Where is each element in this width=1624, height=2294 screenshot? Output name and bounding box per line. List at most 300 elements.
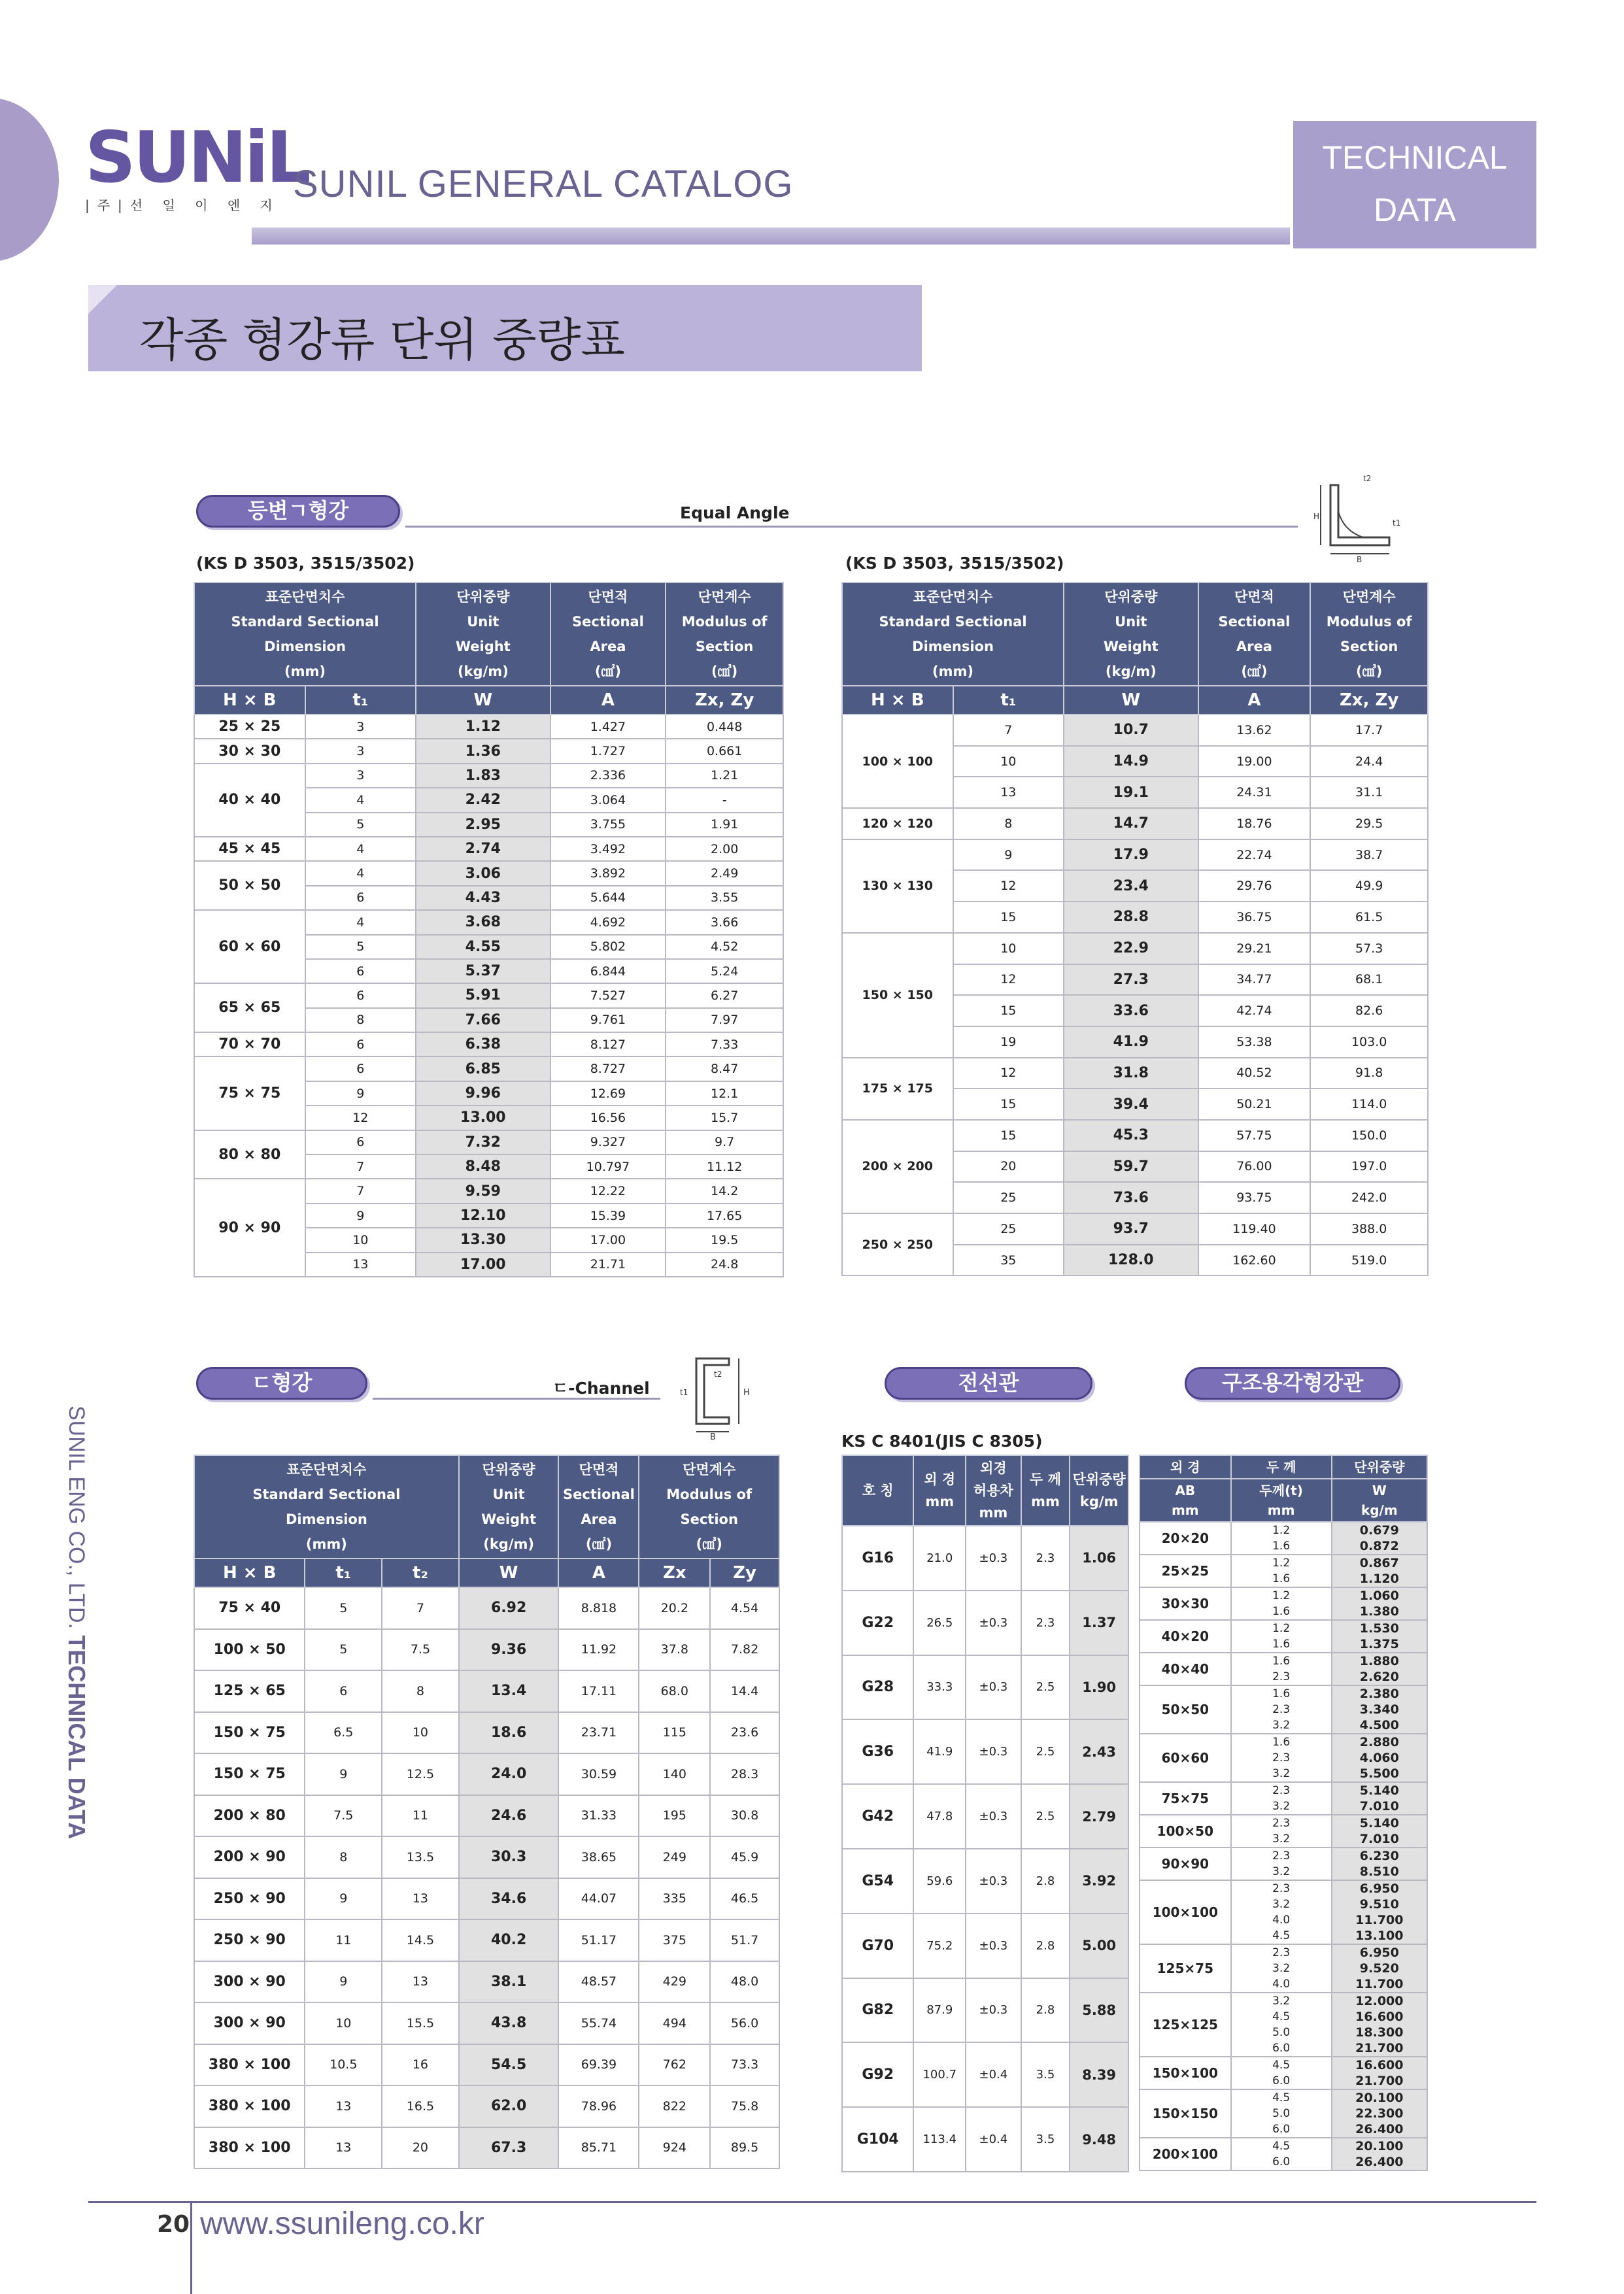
- table-row: [1140, 1522, 1427, 1555]
- size-cell: 120 × 120: [842, 808, 953, 839]
- table-cell: ±0.3: [966, 1849, 1021, 1914]
- weight-value: 6.230: [1359, 1849, 1399, 1863]
- code-cell: G22: [842, 1591, 913, 1655]
- column-header: 단위중량 kg/m: [1070, 1455, 1128, 1526]
- area-cell: 8.127: [550, 1032, 666, 1056]
- thickness-value: 1.6: [1272, 1638, 1291, 1651]
- header-weight: 단위중량 Unit Weight (kg/m): [1064, 582, 1198, 686]
- thickness-cell: [1231, 1815, 1332, 1847]
- thickness-value: 3.2: [1272, 1962, 1291, 1975]
- size-cell: 150 × 75: [194, 1753, 305, 1795]
- modulus-cell: 29.5: [1310, 808, 1428, 839]
- area-cell: 5.802: [550, 935, 666, 959]
- table-cell: 51.7: [710, 1919, 779, 1961]
- weight-value: 8.510: [1359, 1864, 1399, 1879]
- thickness-cell: 12: [305, 1105, 416, 1130]
- angle-diagram-icon: [1311, 472, 1429, 564]
- area-cell: 34.77: [1198, 964, 1311, 996]
- table-cell: 44.07: [558, 1878, 639, 1920]
- thickness-cell: [1231, 1782, 1332, 1815]
- weight-cell: 1.06: [1070, 1526, 1128, 1591]
- thickness-value: 2.3: [1272, 1670, 1291, 1683]
- table-row: [842, 1719, 1128, 1784]
- weight-cell: 6.92: [459, 1587, 559, 1629]
- thickness-value: 2.3: [1272, 1703, 1291, 1716]
- table-cell: 41.9: [913, 1719, 966, 1784]
- svg-text:t1: t1: [680, 1388, 688, 1397]
- table-row: [842, 1526, 1128, 1591]
- size-cell: 250 × 250: [842, 1213, 953, 1275]
- symbol-header: H × B: [194, 1559, 305, 1587]
- size-cell: 50×50: [1140, 1685, 1231, 1734]
- thickness-cell: 7: [305, 1179, 416, 1203]
- symbol-header: H × B: [842, 686, 953, 715]
- table-row: [1140, 1815, 1427, 1847]
- table-cell: 38.65: [558, 1836, 639, 1878]
- table-cell: 28.3: [710, 1753, 779, 1795]
- column-header: 호 칭: [842, 1455, 913, 1526]
- table-cell: 23.6: [710, 1712, 779, 1754]
- weight-value: 2.880: [1359, 1735, 1399, 1749]
- table-row: [194, 2044, 779, 2086]
- thickness-cell: 5: [305, 813, 416, 837]
- area-cell: 6.844: [550, 959, 666, 983]
- weight-cell: [1332, 1944, 1427, 1993]
- thickness-cell: [1231, 1847, 1332, 1880]
- code-cell: G16: [842, 1526, 913, 1591]
- table-cell: 78.96: [558, 2085, 639, 2127]
- thickness-value: 3.2: [1272, 1767, 1291, 1780]
- size-cell: 40×40: [1140, 1653, 1231, 1685]
- table-cell: 6.5: [305, 1712, 382, 1754]
- weight-cell: 1.36: [416, 739, 550, 763]
- table-cell: 5: [305, 1587, 382, 1629]
- modulus-cell: 103.0: [1310, 1026, 1428, 1058]
- area-cell: 13.62: [1198, 715, 1311, 746]
- weight-value: 1.060: [1359, 1589, 1399, 1603]
- size-cell: 150 × 150: [842, 933, 953, 1058]
- channel-divider: [373, 1398, 660, 1400]
- weight-cell: 2.79: [1070, 1784, 1128, 1849]
- weight-value: 20.100: [1355, 2091, 1404, 2105]
- table-cell: 16.5: [382, 2085, 459, 2127]
- table-cell: 7.5: [305, 1795, 382, 1837]
- table-row: [194, 837, 783, 861]
- modulus-cell: 38.7: [1310, 839, 1428, 871]
- weight-value: 2.380: [1359, 1687, 1399, 1701]
- weight-cell: 93.7: [1064, 1213, 1198, 1245]
- modulus-cell: 57.3: [1310, 933, 1428, 964]
- table-row: [194, 1056, 783, 1081]
- weight-cell: 2.74: [416, 837, 550, 861]
- weight-value: 16.600: [1355, 2010, 1404, 2024]
- table-row: [194, 1836, 779, 1878]
- area-cell: 42.74: [1198, 995, 1311, 1026]
- table-cell: 762: [639, 2044, 710, 2086]
- table-row: [842, 2107, 1128, 2172]
- table-row: [1140, 1993, 1427, 2057]
- weight-value: 21.700: [1355, 2074, 1404, 2088]
- area-cell: 3.064: [550, 788, 666, 812]
- thickness-value: 3.2: [1272, 1898, 1291, 1911]
- table-row: [842, 1591, 1128, 1655]
- area-cell: 36.75: [1198, 902, 1311, 933]
- weight-value: 7.010: [1359, 1799, 1399, 1813]
- size-cell: 125×125: [1140, 1993, 1231, 2057]
- equal-angle-std-left: (KS D 3503, 3515/3502): [196, 554, 415, 573]
- logo-subtext: |주|선 일 이 엔 지: [85, 197, 280, 213]
- area-cell: 21.71: [550, 1253, 666, 1277]
- modulus-cell: 24.4: [1310, 746, 1428, 777]
- weight-cell: 128.0: [1064, 1245, 1198, 1276]
- column-header: 외 경 mm: [913, 1455, 966, 1526]
- weight-cell: 7.66: [416, 1008, 550, 1032]
- table-cell: ±0.3: [966, 1978, 1021, 2043]
- thickness-cell: 15: [953, 1120, 1064, 1151]
- area-cell: 93.75: [1198, 1182, 1311, 1213]
- thickness-cell: 20: [953, 1151, 1064, 1183]
- table-cell: 375: [639, 1919, 710, 1961]
- area-cell: 12.69: [550, 1081, 666, 1105]
- thickness-cell: 8: [953, 808, 1064, 839]
- table-row: [194, 2002, 779, 2044]
- footer-divider: [190, 2201, 192, 2294]
- weight-cell: 59.7: [1064, 1151, 1198, 1183]
- modulus-cell: 1.91: [666, 813, 783, 837]
- size-cell: 175 × 175: [842, 1058, 953, 1120]
- thickness-cell: 10: [953, 933, 1064, 964]
- thickness-cell: 3: [305, 764, 416, 788]
- weight-value: 5.140: [1359, 1783, 1399, 1798]
- table-row: [194, 1032, 783, 1056]
- table-cell: 2.8: [1021, 1978, 1070, 2043]
- column-header: 두 께 mm: [1021, 1455, 1070, 1526]
- weight-cell: 12.10: [416, 1204, 550, 1228]
- side-label: [63, 1406, 90, 1839]
- table-cell: 2.5: [1021, 1719, 1070, 1784]
- table-row: [194, 715, 783, 739]
- table-row: [1140, 1944, 1427, 1993]
- code-cell: G82: [842, 1978, 913, 2043]
- modulus-cell: 519.0: [1310, 1245, 1428, 1276]
- table-row: [1140, 1685, 1427, 1734]
- size-cell: 60 × 60: [194, 910, 305, 983]
- thickness-value: 4.5: [1272, 2010, 1291, 2023]
- table-cell: 9: [305, 1878, 382, 1920]
- weight-cell: [1332, 1685, 1427, 1734]
- table-cell: 20: [382, 2127, 459, 2169]
- table-cell: 13: [305, 2127, 382, 2169]
- table-cell: 195: [639, 1795, 710, 1837]
- table-cell: 59.6: [913, 1849, 966, 1914]
- table-cell: 11.92: [558, 1629, 639, 1671]
- thickness-cell: 6: [305, 1056, 416, 1081]
- svg-text:B: B: [1357, 555, 1362, 564]
- table-row: [1140, 1620, 1427, 1653]
- table-cell: 51.17: [558, 1919, 639, 1961]
- thickness-cell: 12: [953, 870, 1064, 902]
- size-cell: 150 × 75: [194, 1712, 305, 1754]
- code-cell: G42: [842, 1784, 913, 1849]
- thickness-cell: 15: [953, 902, 1064, 933]
- thickness-value: 6.0: [1272, 2042, 1291, 2055]
- size-cell: 100 × 50: [194, 1629, 305, 1671]
- table-row: [842, 1120, 1428, 1151]
- area-cell: 16.56: [550, 1105, 666, 1130]
- table-row: [842, 1849, 1128, 1914]
- thickness-cell: [1231, 1555, 1332, 1587]
- area-cell: 57.75: [1198, 1120, 1311, 1151]
- weight-cell: 40.2: [459, 1919, 559, 1961]
- thickness-cell: 8: [305, 1008, 416, 1032]
- weight-cell: 27.3: [1064, 964, 1198, 996]
- weight-cell: [1332, 2089, 1427, 2138]
- thickness-value: 3.2: [1272, 1719, 1291, 1732]
- weight-value: 13.100: [1355, 1929, 1404, 1943]
- thickness-value: 4.0: [1272, 1914, 1291, 1927]
- table-cell: 5: [305, 1629, 382, 1671]
- area-cell: 162.60: [1198, 1245, 1311, 1276]
- size-cell: 100 × 100: [842, 715, 953, 808]
- area-cell: 10.797: [550, 1155, 666, 1179]
- column-header: AB mm: [1140, 1479, 1231, 1522]
- area-cell: 1.727: [550, 739, 666, 763]
- weight-cell: [1332, 1782, 1427, 1815]
- thickness-cell: 25: [953, 1213, 1064, 1245]
- weight-cell: 14.7: [1064, 808, 1198, 839]
- thickness-value: 2.3: [1272, 1751, 1291, 1764]
- table-cell: 13: [382, 1961, 459, 2003]
- weight-cell: 19.1: [1064, 777, 1198, 808]
- size-cell: 100×50: [1140, 1815, 1231, 1847]
- area-cell: 5.644: [550, 886, 666, 910]
- table-cell: 924: [639, 2127, 710, 2169]
- size-cell: 100×100: [1140, 1880, 1231, 1944]
- weight-cell: [1332, 1815, 1427, 1847]
- modulus-cell: -: [666, 788, 783, 812]
- symbol-header: W: [1064, 686, 1198, 715]
- symbol-header: W: [416, 686, 550, 715]
- modulus-cell: 12.1: [666, 1081, 783, 1105]
- area-cell: 3.892: [550, 861, 666, 885]
- modulus-cell: 114.0: [1310, 1088, 1428, 1120]
- area-cell: 9.327: [550, 1130, 666, 1155]
- table-cell: 113.4: [913, 2107, 966, 2172]
- table-cell: 11: [382, 1795, 459, 1837]
- table-cell: 3.5: [1021, 2107, 1070, 2172]
- table-row: [842, 2042, 1128, 2107]
- weight-cell: 2.95: [416, 813, 550, 837]
- size-cell: 45 × 45: [194, 837, 305, 861]
- weight-value: 4.060: [1359, 1751, 1399, 1765]
- thickness-value: 4.0: [1272, 1978, 1291, 1991]
- table-cell: 75.2: [913, 1914, 966, 1978]
- thickness-cell: 7: [305, 1155, 416, 1179]
- table-cell: 100.7: [913, 2042, 966, 2107]
- thickness-cell: 15: [953, 995, 1064, 1026]
- table-cell: 13.5: [382, 1836, 459, 1878]
- thickness-value: 1.6: [1272, 1540, 1291, 1553]
- header-dimension: 표준단면치수 Standard Sectional Dimension (mm): [194, 1455, 459, 1559]
- weight-cell: 2.42: [416, 788, 550, 812]
- thickness-cell: 6: [305, 1130, 416, 1155]
- page-title-band: [88, 285, 922, 371]
- table-row: [842, 1655, 1128, 1720]
- weight-cell: 54.5: [459, 2044, 559, 2086]
- modulus-cell: 19.5: [666, 1228, 783, 1252]
- weight-value: 20.100: [1355, 2139, 1404, 2153]
- column-header: W kg/m: [1332, 1479, 1427, 1522]
- modulus-cell: 242.0: [1310, 1182, 1428, 1213]
- table-row: [194, 1629, 779, 1671]
- header-modulus: 단면계수 Modulus of Section (㎤): [639, 1455, 779, 1559]
- thickness-cell: 4: [305, 837, 416, 861]
- column-header: 두께(t) mm: [1231, 1479, 1332, 1522]
- table-cell: 85.71: [558, 2127, 639, 2169]
- weight-cell: 24.0: [459, 1753, 559, 1795]
- weight-cell: 14.9: [1064, 746, 1198, 777]
- size-cell: 380 × 100: [194, 2085, 305, 2127]
- weight-cell: 5.37: [416, 959, 550, 983]
- weight-value: 9.520: [1359, 1961, 1399, 1976]
- table-row: [194, 1179, 783, 1203]
- table-cell: 21.0: [913, 1526, 966, 1591]
- table-cell: 15.5: [382, 2002, 459, 2044]
- table-cell: 87.9: [913, 1978, 966, 2043]
- thickness-cell: 25: [953, 1182, 1064, 1213]
- table-row: [842, 1784, 1128, 1849]
- technical-data-box: [1293, 121, 1536, 248]
- table-cell: 2.3: [1021, 1526, 1070, 1591]
- thickness-value: 3.2: [1272, 1832, 1291, 1846]
- size-cell: 20×20: [1140, 1522, 1231, 1555]
- header-dimension: 표준단면치수 Standard Sectional Dimension (mm): [842, 582, 1064, 686]
- weight-cell: [1332, 1653, 1427, 1685]
- thickness-value: 3.2: [1272, 1995, 1291, 2008]
- weight-value: 11.700: [1355, 1913, 1404, 1927]
- header-weight: 단위중량 Unit Weight (kg/m): [459, 1455, 559, 1559]
- symbol-header: A: [1198, 686, 1311, 715]
- size-cell: 125×75: [1140, 1944, 1231, 1993]
- table-cell: 7: [382, 1587, 459, 1629]
- thickness-value: 1.6: [1272, 1736, 1291, 1749]
- footer-line: [88, 2201, 1536, 2203]
- weight-cell: 13.30: [416, 1228, 550, 1252]
- weight-cell: 33.6: [1064, 995, 1198, 1026]
- area-cell: 3.492: [550, 837, 666, 861]
- thickness-value: 1.6: [1272, 1687, 1291, 1700]
- modulus-cell: 388.0: [1310, 1213, 1428, 1245]
- weight-cell: 41.9: [1064, 1026, 1198, 1058]
- thickness-value: 1.6: [1272, 1572, 1291, 1585]
- thickness-value: 2.3: [1272, 1784, 1291, 1797]
- table-cell: 68.0: [639, 1670, 710, 1712]
- weight-cell: 5.91: [416, 983, 550, 1007]
- weight-cell: [1332, 1620, 1427, 1653]
- thickness-cell: 9: [305, 1204, 416, 1228]
- table-row: [194, 1795, 779, 1837]
- table-cell: 4.54: [710, 1587, 779, 1629]
- svg-text:t2: t2: [714, 1370, 722, 1379]
- table-cell: 46.5: [710, 1878, 779, 1920]
- thickness-cell: 13: [305, 1253, 416, 1277]
- size-cell: 75 × 75: [194, 1056, 305, 1130]
- weight-value: 18.300: [1355, 2025, 1404, 2040]
- table-cell: 9: [305, 1961, 382, 2003]
- weight-cell: 1.90: [1070, 1655, 1128, 1720]
- table-cell: 69.39: [558, 2044, 639, 2086]
- size-cell: 25×25: [1140, 1555, 1231, 1587]
- table-cell: 3.5: [1021, 2042, 1070, 2107]
- area-cell: 8.727: [550, 1056, 666, 1081]
- weight-cell: [1332, 1847, 1427, 1880]
- weight-cell: 1.12: [416, 715, 550, 739]
- modulus-cell: 68.1: [1310, 964, 1428, 996]
- weight-value: 4.500: [1359, 1718, 1399, 1732]
- weight-value: 1.120: [1359, 1572, 1399, 1586]
- modulus-cell: 17.7: [1310, 715, 1428, 746]
- size-cell: 200×100: [1140, 2138, 1231, 2170]
- modulus-cell: 8.47: [666, 1056, 783, 1081]
- thickness-value: 1.2: [1272, 1524, 1291, 1537]
- weight-value: 0.872: [1359, 1539, 1399, 1553]
- table-row: [1140, 1734, 1427, 1782]
- weight-value: 21.700: [1355, 2041, 1404, 2055]
- thickness-value: 2.3: [1272, 1882, 1291, 1895]
- modulus-cell: 49.9: [1310, 870, 1428, 902]
- table-row: [842, 1058, 1428, 1089]
- weight-value: 22.300: [1355, 2106, 1404, 2121]
- header-area: 단면적 Sectional Area (㎠): [558, 1455, 639, 1559]
- modulus-cell: 6.27: [666, 983, 783, 1007]
- table-row: [842, 839, 1428, 871]
- area-cell: 119.40: [1198, 1213, 1311, 1245]
- header-modulus: 단면계수 Modulus of Section (㎤): [1310, 582, 1428, 686]
- header-weight: 단위중량 Unit Weight (kg/m): [416, 582, 550, 686]
- size-cell: 80 × 80: [194, 1130, 305, 1179]
- table-row: [194, 1753, 779, 1795]
- thickness-cell: 6: [305, 886, 416, 910]
- weight-value: 7.010: [1359, 1832, 1399, 1846]
- symbol-header: A: [558, 1559, 639, 1587]
- weight-cell: 67.3: [459, 2127, 559, 2169]
- area-cell: 2.336: [550, 764, 666, 788]
- weight-cell: [1332, 2138, 1427, 2170]
- table-cell: 10: [305, 2002, 382, 2044]
- symbol-header: H × B: [194, 686, 305, 715]
- modulus-cell: 61.5: [1310, 902, 1428, 933]
- conduit-std: KS C 8401(JIS C 8305): [841, 1432, 1043, 1451]
- weight-cell: 5.00: [1070, 1914, 1128, 1978]
- weight-value: 1.380: [1359, 1604, 1399, 1619]
- weight-cell: [1332, 2057, 1427, 2089]
- area-cell: 3.755: [550, 813, 666, 837]
- table-cell: ±0.3: [966, 1784, 1021, 1849]
- weight-cell: 24.6: [459, 1795, 559, 1837]
- thickness-cell: [1231, 1734, 1332, 1782]
- table-row: [1140, 1847, 1427, 1880]
- table-cell: 13: [382, 1878, 459, 1920]
- thickness-cell: 7: [953, 715, 1064, 746]
- modulus-cell: 31.1: [1310, 777, 1428, 808]
- weight-cell: 3.92: [1070, 1849, 1128, 1914]
- code-cell: G54: [842, 1849, 913, 1914]
- weight-cell: 3.06: [416, 861, 550, 885]
- thickness-cell: 3: [305, 739, 416, 763]
- thickness-cell: 9: [953, 839, 1064, 871]
- thickness-cell: [1231, 2089, 1332, 2138]
- table-cell: 33.3: [913, 1655, 966, 1720]
